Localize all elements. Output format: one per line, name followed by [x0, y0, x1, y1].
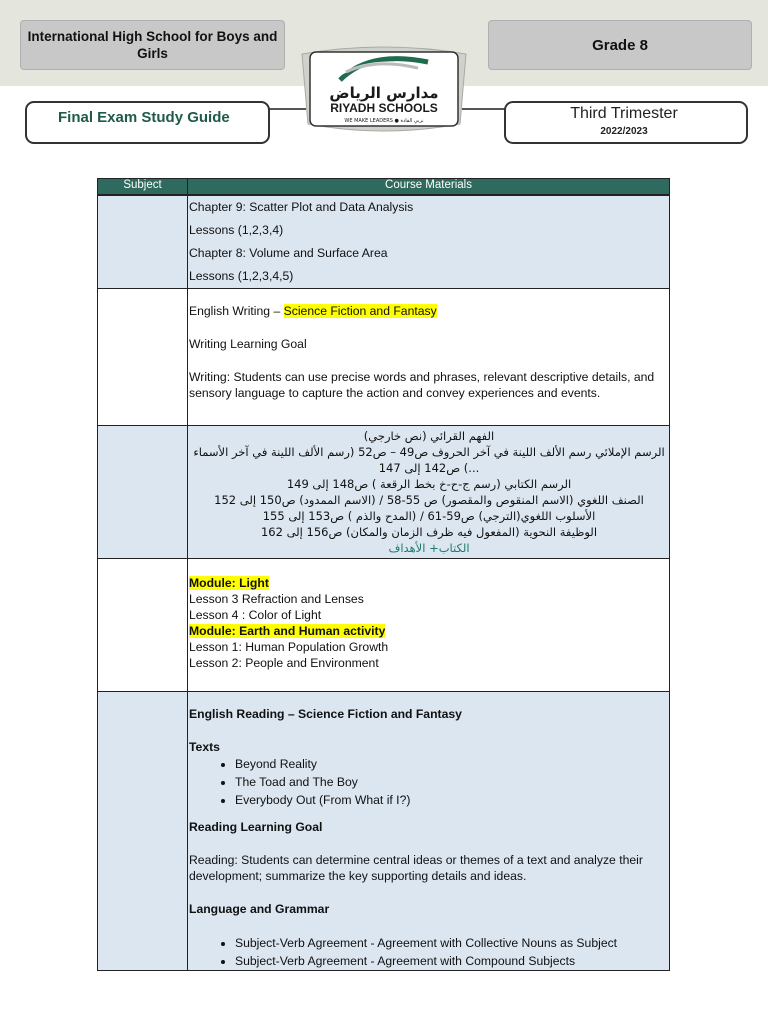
texts-list — [189, 755, 669, 809]
science-lesson: Lesson 2: People and Environment — [189, 656, 379, 670]
school-name-box — [20, 20, 285, 70]
math-line: Lessons (1,2,3,4,5) — [189, 269, 294, 283]
arabic-line: الرسم الكتابي (رسم ج-ح-خ بخط الرقعة ) ص148 إلى 149 — [286, 477, 572, 491]
math-line: Chapter 8: Volume and Surface Area — [189, 246, 388, 260]
math-line: Lessons (1,2,3,4) — [189, 223, 284, 237]
logo-arabic: مدارس الرياض — [329, 84, 439, 102]
reading-goal-title: Reading Learning Goal — [189, 820, 323, 834]
riyadh-schools-logo — [300, 46, 468, 132]
science-lesson: Lesson 1: Human Population Growth — [189, 640, 389, 654]
table-row-reading — [98, 692, 670, 971]
arabic-line: الفهم القرائي (نص خارجي) — [363, 429, 495, 443]
materials-cell — [188, 426, 670, 559]
science-lesson: Lesson 4 : Color of Light — [189, 608, 322, 622]
materials-cell — [188, 195, 670, 289]
writing-goal: Writing: Students can use precise words and phrases, relevant descriptive details, and sensory language to capture the action and convey experiences and events. — [189, 370, 655, 400]
grammar-title: Language and Grammar — [189, 902, 330, 916]
list-item: • Beyond Reality — [235, 755, 669, 773]
table-row-science — [98, 559, 670, 692]
connector-line-right — [462, 108, 506, 110]
table-row-arabic — [98, 426, 670, 559]
arabic-line: الوظيفة النحوية (المفعول فيه ظرف الزمان والمكان) ص156 إلى 162 — [260, 525, 598, 539]
subject-cell — [98, 195, 188, 289]
subject-header: Subject — [98, 179, 188, 196]
grammar-list — [189, 934, 669, 970]
logo-english: RIYADH SCHOOLS — [330, 101, 438, 115]
subject-cell — [98, 289, 188, 426]
writing-highlight: Science Fiction and Fantasy — [283, 304, 437, 318]
arabic-line: الكتاب+ الأهداف — [388, 541, 470, 555]
reading-goal: Reading: Students can determine central ideas or themes of a text and analyze their development; summarize the key supporting details and ideas. — [189, 853, 643, 883]
writing-prefix: English Writing – — [189, 304, 284, 318]
arabic-line: الأسلوب اللغوي(الترجي) ص59-61 / (المدح والذم ) ص153 إلى 155 — [262, 509, 596, 523]
math-line: Chapter 9: Scatter Plot and Data Analysis — [189, 200, 414, 214]
subject-cell — [98, 692, 188, 971]
materials-cell — [188, 559, 670, 692]
school-name: International High School for Boys and Girls — [27, 29, 278, 61]
writing-goal-title: Writing Learning Goal — [189, 337, 307, 351]
subject-cell — [98, 559, 188, 692]
arabic-line: ...) ص142 إلى 147 — [378, 461, 480, 475]
reading-title: English Reading – Science Fiction and Fantasy — [189, 707, 462, 721]
arabic-line: الصنف اللغوي (الاسم المنقوص والمقصور) ص 55-58 / (الاسم الممدود) ص150 إلى 152 — [214, 493, 644, 507]
materials-cell — [188, 692, 670, 971]
table-header-row — [98, 179, 670, 196]
list-item: • Subject-Verb Agreement - Agreement with Collective Nouns as Subject — [235, 934, 669, 952]
table-row-writing — [98, 289, 670, 426]
school-year: 2022/2023 — [600, 126, 648, 137]
list-item: • Subject-Verb Agreement - Agreement with Compound Subjects — [235, 952, 669, 970]
list-item: • Everybody Out (From What if I?) — [235, 791, 669, 809]
grade-box — [488, 20, 752, 70]
list-item: • The Toad and The Boy — [235, 773, 669, 791]
course-materials-header: Course Materials — [188, 179, 670, 196]
trimester-label: Third Trimester — [570, 105, 678, 122]
logo-tagline: WE MAKE LEADERS ● نربي القادة — [344, 118, 424, 124]
science-module-earth: Module: Earth and Human activity — [189, 624, 386, 638]
guide-title: Final Exam Study Guide — [58, 109, 230, 126]
grade-label: Grade 8 — [592, 36, 648, 54]
texts-title: Texts — [189, 740, 220, 754]
table-row-math — [98, 195, 670, 289]
materials-cell — [188, 289, 670, 426]
arabic-line: الرسم الإملائي رسم الألف اللينة في آخر الحروف ص49 – ص52 (رسم الألف اللينة في آخر الأسماء — [193, 445, 665, 459]
study-guide-table — [97, 178, 670, 971]
science-lesson: Lesson 3 Refraction and Lenses — [189, 592, 364, 606]
science-module-light: Module: Light — [189, 576, 269, 590]
subject-cell — [98, 426, 188, 559]
